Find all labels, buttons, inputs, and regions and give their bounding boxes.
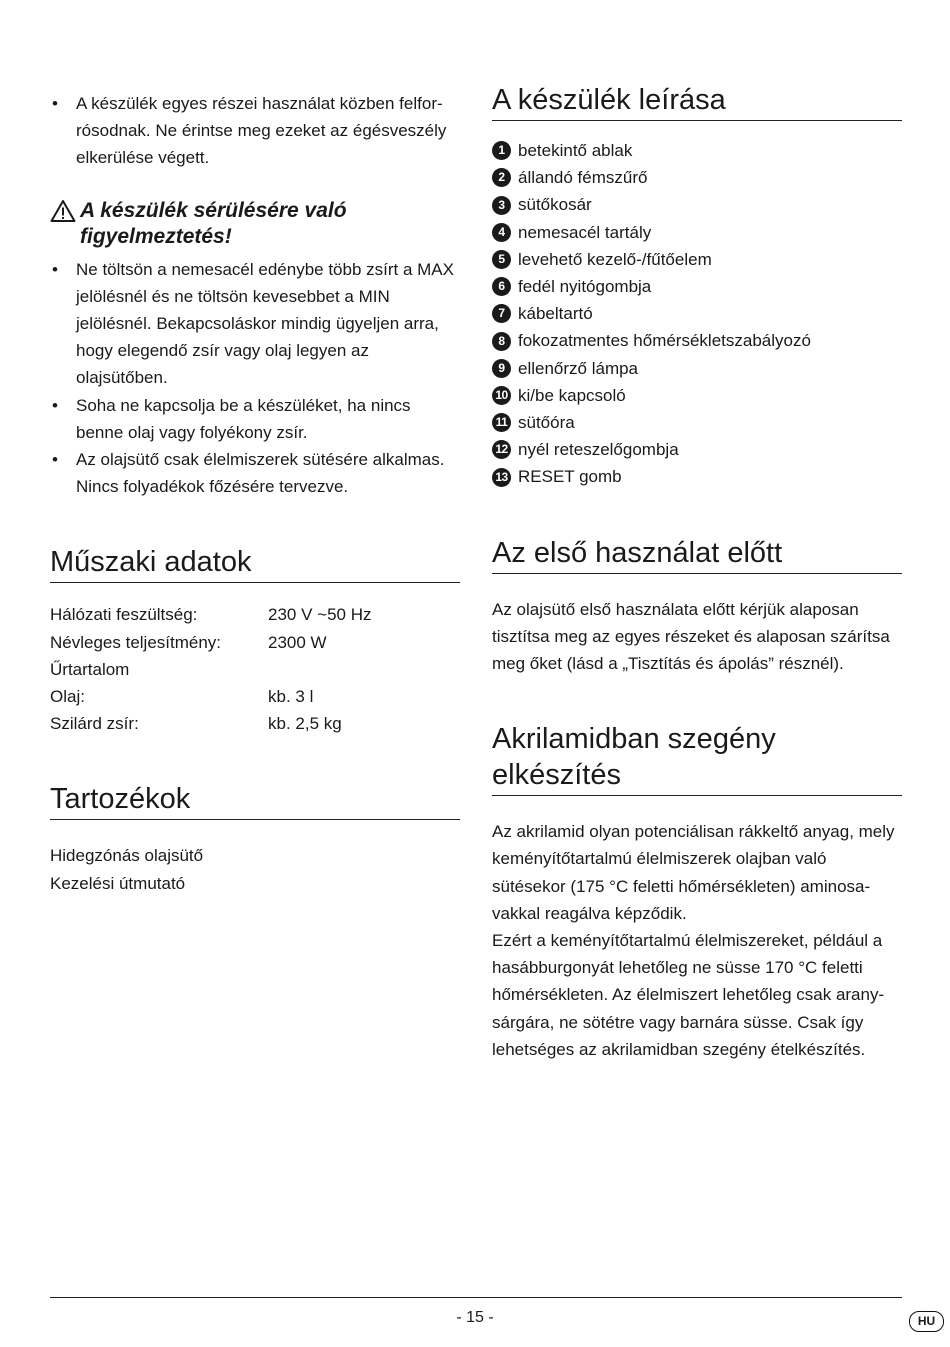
page-number: - 15 - xyxy=(456,1309,494,1326)
parts-list xyxy=(492,137,902,491)
part-item xyxy=(492,382,902,409)
warning-bullet-3: • Az olajsütő csak élelmiszerek sütésére alkalmas. Nincs folyadékok főzésére tervezve. xyxy=(50,446,460,500)
part-label: RESET gomb xyxy=(518,467,622,487)
part-item xyxy=(492,300,902,327)
part-label: fedél nyitógombja xyxy=(518,277,652,297)
intro-bullet-list xyxy=(50,90,460,172)
part-label: állandó fémszűrő xyxy=(518,168,648,188)
part-label: kábeltartó xyxy=(518,304,593,324)
spec-value xyxy=(268,656,460,683)
part-label: fokozatmentes hőmérsékletszabályozó xyxy=(518,331,811,351)
spec-value: 2300 W xyxy=(268,632,327,652)
part-item xyxy=(492,191,902,218)
part-label: levehető kezelő-/fűtőelem xyxy=(518,249,712,269)
accessory-item: Kezelési útmutató xyxy=(50,873,186,893)
acrylamide-paragraph-2: Ezért a keményítőtartalmú élelmiszereket, például a hasábburgonyát lehetőleg ne süsse 170 °C feletti hőmérsékleten. Az élelmiszert lehetőleg csak arany-sárgára, ne sötétre vagy barnára süsse. Csak így lehetséges az akrilamidban szegény ételkészítés. xyxy=(492,931,885,1059)
spec-value: kb. 2,5 kg xyxy=(268,714,342,734)
part-label: ellenőrző lámpa xyxy=(518,358,639,378)
part-item xyxy=(492,355,902,382)
part-item xyxy=(492,219,902,246)
spec-row xyxy=(50,656,460,683)
warning-title: A készülék sérülésére való figyelmeztetés! xyxy=(80,198,347,248)
part-label: nemesacél tartály xyxy=(518,222,652,242)
spec-value: kb. 3 l xyxy=(268,687,314,707)
language-badge: HU xyxy=(909,1311,944,1332)
acrylamide-paragraph-1: Az akrilamid olyan potenciálisan rákkeltő anyag, mely keményítőtartalmú élelmiszerek olajban való sütésekor (175 °C feletti hőmérsékleten) aminosa-vakkal reagálva képződik. xyxy=(492,822,895,923)
warning-heading xyxy=(50,198,460,250)
part-number-badge: 11 xyxy=(492,413,511,432)
intro-bullet-1: • A készülék egyes részei használat közben felfor-rósodnak. Ne érintse meg ezeket az égésveszély elkerülése végett. xyxy=(50,90,460,172)
specs-table xyxy=(50,601,460,737)
part-number-badge: 9 xyxy=(492,359,511,378)
specs-heading: Műszaki adatok xyxy=(50,544,460,583)
warning-bullet-2: • Soha ne kapcsolja be a készüléket, ha nincs benne olaj vagy folyékony zsír. xyxy=(50,392,460,446)
warning-bullet-1: • Ne töltsön a nemesacél edénybe több zsírt a MAX jelölésnél és ne töltsön kevesebbet a MIN jelölésnél. Bekapcsoláskor mindig ügyeljen arra, hogy elegendő zsír vagy olaj legyen az olajsütőben. xyxy=(50,256,460,392)
spec-row xyxy=(50,710,460,737)
part-item xyxy=(492,137,902,164)
part-number-badge: 12 xyxy=(492,440,511,459)
description-heading: A készülék leírása xyxy=(492,82,902,121)
spec-label: Olaj: xyxy=(50,687,85,707)
acrylamide-heading: Akrilamidban szegény elkészítés xyxy=(492,721,902,796)
first-use-heading: Az első használat előtt xyxy=(492,535,902,574)
part-number-badge: 1 xyxy=(492,141,511,160)
spec-label: Névleges teljesítmény: xyxy=(50,632,222,652)
accessory-item: Hidegzónás olajsütő xyxy=(50,846,204,866)
spec-value: 230 V ~50 Hz xyxy=(268,605,372,625)
spec-row xyxy=(50,629,460,656)
part-number-badge: 6 xyxy=(492,277,511,296)
part-label: ki/be kapcsoló xyxy=(518,385,626,405)
part-item xyxy=(492,273,902,300)
part-number-badge: 5 xyxy=(492,250,511,269)
part-number-badge: 8 xyxy=(492,332,511,351)
accessories-list xyxy=(50,842,460,896)
part-label: betekintő ablak xyxy=(518,141,633,160)
part-item xyxy=(492,409,902,436)
part-number-badge: 13 xyxy=(492,468,511,487)
part-item xyxy=(492,164,902,191)
footer-divider xyxy=(50,1297,902,1298)
part-number-badge: 3 xyxy=(492,196,511,215)
part-label: sütőóra xyxy=(518,413,575,433)
part-number-badge: 4 xyxy=(492,223,511,242)
part-item xyxy=(492,463,902,490)
part-label: nyél reteszelőgombja xyxy=(518,440,679,460)
spec-label: Szilárd zsír: xyxy=(50,714,139,734)
first-use-text: Az olajsütő első használata előtt kérjük alaposan tisztítsa meg az egyes részeket és alaposan szárítsa meg őket (lásd a „Tisztítás és ápolás” résznél). xyxy=(492,599,890,674)
part-label: sütőkosár xyxy=(518,195,592,215)
part-number-badge: 10 xyxy=(492,386,511,405)
part-number-badge: 7 xyxy=(492,304,511,323)
part-item xyxy=(492,436,902,463)
part-item xyxy=(492,327,902,354)
part-item xyxy=(492,246,902,273)
left-column xyxy=(50,90,460,897)
warning-triangle-icon xyxy=(50,199,76,223)
warning-bullet-list xyxy=(50,256,460,501)
part-number-badge: 2 xyxy=(492,168,511,187)
accessories-heading: Tartozékok xyxy=(50,781,460,820)
right-column xyxy=(492,82,902,1063)
spec-label: Hálózati feszültség: xyxy=(50,605,198,625)
spec-row xyxy=(50,683,460,710)
spec-label: Űrtartalom xyxy=(50,659,130,679)
spec-row xyxy=(50,601,460,628)
